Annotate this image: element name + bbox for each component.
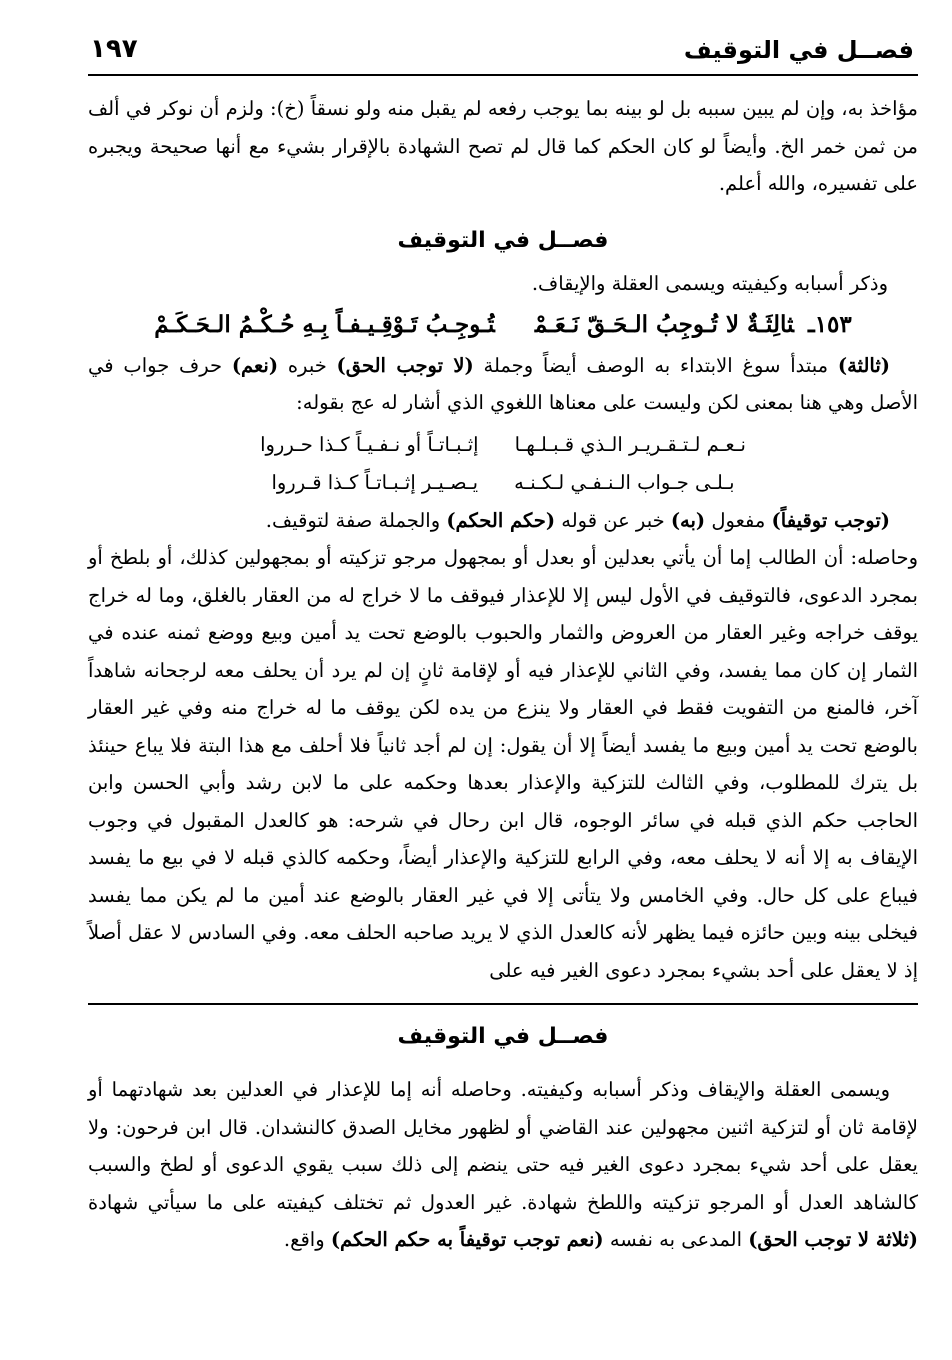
poem-hemistich-left: إثـبـاتـاً أو نـفـيـاً كـذا حـرروا xyxy=(260,432,479,456)
poem-hemistich-right: نـعـم لـتـقـريـر الـذي قـبـلـهـا xyxy=(514,432,746,456)
footnote-text: ويسمى العقلة والإيقاف وذكر أسبابه وكيفيته. وحاصله أنه إما للإعذار في العدلين بعد شهادتهما أو لإقامة ثان أو لتزكية اثنين مجهولين عند القاضي أو لظهور مخايل الصدق كالنشدان. قال ابن فرحون: ولا يعقل على أحد شيء بمجرد دعوى الغير فيه حتى ينضم إلى ذلك سبب يقوي الدعوى أو لطخ والسبب كالشاهد العدل أو المرجو تزكيته واللطخ شهادة. غير العدول ثم تختلف كيفيته على ما سيأتي شهادة xyxy=(88,1078,918,1214)
commentary-paragraph-1 xyxy=(88,347,918,422)
verse-hemistich-second: تُـوجِـبُ تَـوْقِـيـفـاً بِـهِ حُـكْـمُ الـحَـكَـمْ xyxy=(154,310,495,338)
commentary-text: مفعول xyxy=(705,508,772,532)
footnote-divider xyxy=(88,1003,918,1005)
commentary-text: خبر عن قوله xyxy=(555,508,671,532)
section-title: فصــل في التوقيف xyxy=(397,227,609,253)
commentary-paragraph-2 xyxy=(88,502,918,540)
page-header xyxy=(88,30,918,76)
section-subtitle: وذكر أسبابه وكيفيته ويسمى العقلة والإيقاف. xyxy=(531,271,888,295)
verse-line xyxy=(88,303,918,347)
footnote-paragraph xyxy=(88,1071,918,1259)
commentary-term: (توجب توقيفاً) xyxy=(771,508,890,532)
book-page xyxy=(88,30,918,1330)
commentary-term: (لا توجب الحق) xyxy=(336,353,474,377)
intro-paragraph: مؤاخذ به، وإن لم يبين سببه بل لو بينه بما يوجب رفعه لم يقبل منه ولو نسقاً (خ): ولزم أن نوكر في ألف من ثمن خمر الخ. وأيضاً لو كان الحكم كما قال لم تصح الشهادة بالإقرار بشيء مع أنها صحيحة ويجبره على تفسيره، والله أعلم. xyxy=(88,97,918,195)
commentary-term: (به) xyxy=(670,508,706,532)
verse-hemistich-first: ثالِثَـةٌ لا تُـوجِبُ الـحَـقّ نَـعَـمْ xyxy=(534,310,794,338)
footnote-text: واقع. xyxy=(283,1228,331,1251)
verse-number: ١٥٣ـ xyxy=(807,310,852,338)
commentary-term: (نعم) xyxy=(231,353,279,377)
commentary-paragraph-3: وحاصله: أن الطالب إما أن يأتي بعدلين أو بعدل أو بمجهول مرجو تزكيته أو بمجهولين كذلك، أو بلطخ أو بمجرد الدعوى، فالتوقيف في الأول ليس إلا للإعذار فيوقف ما لا خراج له من العقار بالغلق، وما له خراج يوقف خراجه وغير العقار من العروض والثمار والحبوب بالوضع تحت يد أمين وبيع ووضع ثمنه عنده في الثمار إن كان مما يفسد، وفي الثاني للإعذار فيه أو لإقامة ثانٍ إن لم يرد أن يحلف معه لرجحانه شاهداً آخر، فالمنع من التفويت فقط في العقار ولا ينزع من يده لكن يوقف ما له خراج منه وفي غير العقار بالوضع تحت يد أمين وبيع ما يفسد أيضاً إلا أن يقول: إن لم أجد ثانياً فلا أحلف مع هذا البتة فلا يباع حينئذ بل يترك للمطلوب، وفي الثالث للتزكية والإعذار بعدها وحكمه على ما لابن رشد وأبي الحسن وابن الحاجب حكم الذي قبله في سائر الوجوه، قال ابن رحال في شرحه: هو كالعدل المقبول في وجوب الإيقاف به إلا أنه لا يحلف معه، وفي الرابع للتزكية والإعذار أيضاً، وحكمه كالذي قبله لا في بيع ما يفسد فيباع على كل حال. وفي الخامس ولا يتأتى إلا في غير العقار بالوضع عند أمين ما لم يكن مما يفسد فيخلى بينه وبين حائزه فيما يظهر لأنه كالعدل الذي لا يريد صاحبه الحلف معه. وفي السادس لا عقل أصلاً إذ لا يعقل على أحد بشيء بمجرد دعوى الغير فيه على xyxy=(88,546,918,982)
commentary-term: (حكم الحكم) xyxy=(446,508,556,532)
poem-line xyxy=(88,426,918,464)
footnote-term: (ثلاثة لا توجب الحق) xyxy=(748,1228,918,1251)
footnote-text: المدعى به نفسه xyxy=(603,1228,749,1251)
footnote-title: فصــل في التوقيف xyxy=(397,1024,609,1049)
poem-hemistich-left: يـصـيـر إثـبـاتـاً كـذا قـرروا xyxy=(271,470,479,494)
poem-hemistich-right: بـلـى جـواب الـنـفـي لـكـنـه xyxy=(514,470,735,494)
commentary-text: مبتدأ سوغ الابتداء به الوصف أيضاً وجملة xyxy=(473,353,838,377)
page-number: ١٩٧ xyxy=(90,34,138,64)
commentary-text: خبره xyxy=(278,353,337,377)
commentary-text: حرف جواب في الأصل وهي هنا بمعنى لكن وليست على معناها اللغوي الذي أشار له عج بقوله: xyxy=(88,353,918,414)
footnote-term: (نعم توجب توقيفاً به حكم الحكم) xyxy=(330,1228,604,1251)
commentary-text: والجملة صفة لتوقيف. xyxy=(265,508,447,532)
commentary-term: (ثالثة) xyxy=(837,353,890,377)
quoted-poem xyxy=(88,426,918,502)
running-title: فصــل في التوقيف xyxy=(683,36,914,64)
poem-line xyxy=(88,464,918,502)
